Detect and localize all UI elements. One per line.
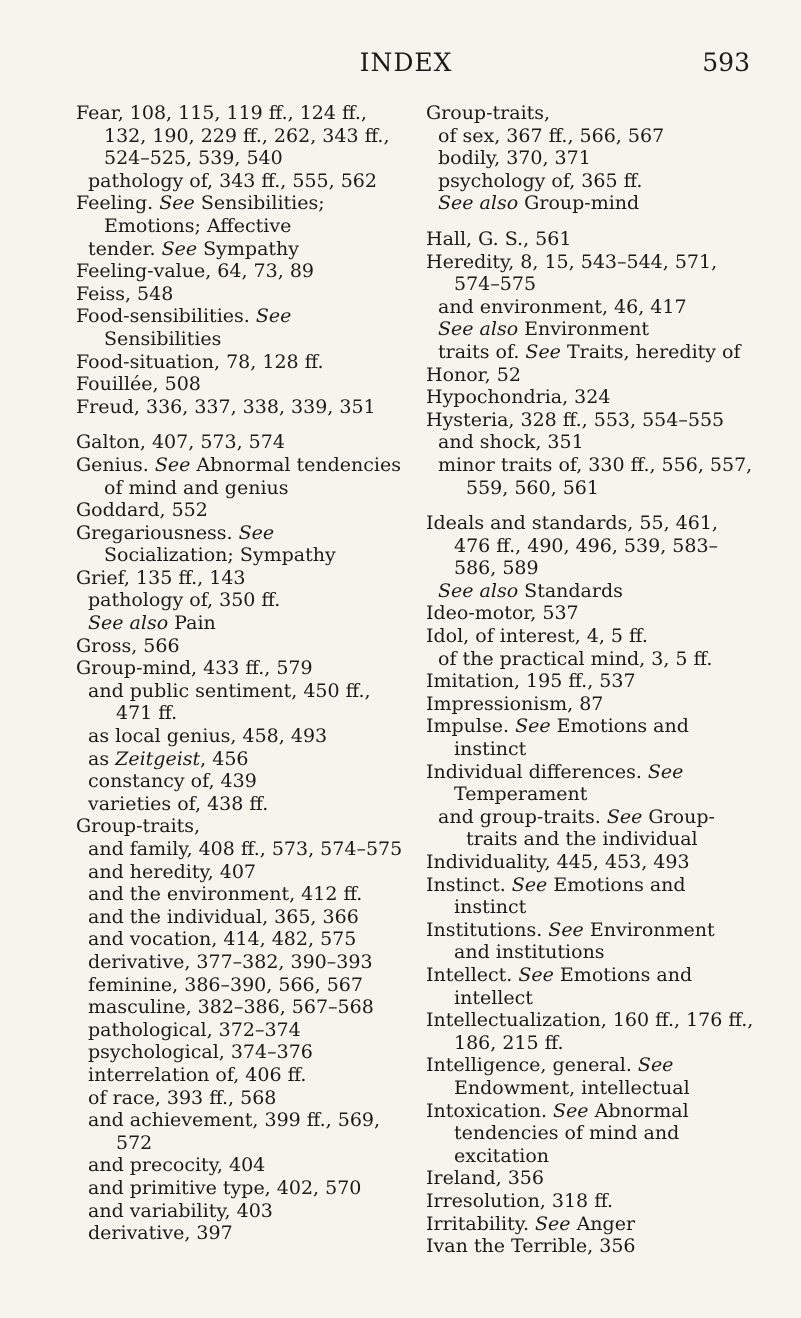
index-subentry: of sex, 367 ff., 566, 567 xyxy=(438,124,665,147)
index-subentry: See also Environment xyxy=(438,318,649,341)
index-subentry: and family, 408 ff., 573, 574–575 xyxy=(88,838,403,860)
index-entry: Ideals and standards, 55, 461, 476 ff., 490, 496, 539, 583–586, 589 xyxy=(426,512,719,580)
index-subentry: and primitive type, 402, 570 xyxy=(88,1176,362,1199)
index-entry: Intellectualization, 160 ff., 176 ff., 186, 215 ff. xyxy=(426,1009,754,1054)
index-entry: Intoxication. See Abnormal tendencies of mind and excitation xyxy=(426,1099,689,1167)
index-entry: Idol, of interest, 4, 5 ff. xyxy=(426,625,648,648)
section-gap xyxy=(426,499,756,512)
index-entry: Impulse. See Emotions and instinct xyxy=(426,715,689,761)
index-entry: Group-traits, xyxy=(426,102,551,124)
index-subentry: bodily, 370, 371 xyxy=(438,147,591,170)
index-entry: Group-mind, 433 ff., 579 xyxy=(76,657,313,680)
index-entry: Feiss, 548 xyxy=(76,282,174,305)
index-entry: Individual differences. See Temperament xyxy=(426,760,684,806)
index-subentry: and environment, 46, 417 xyxy=(438,295,687,318)
index-column-right xyxy=(426,102,756,1258)
index-subentry: and the individual, 365, 366 xyxy=(88,905,359,928)
index-subentry: psychology of, 365 ff. xyxy=(438,169,643,192)
index-entry: Galton, 407, 573, 574 xyxy=(76,431,285,454)
index-subentry: of the practical mind, 3, 5 ff. xyxy=(438,647,713,670)
index-subentry: derivative, 397 xyxy=(88,1222,233,1245)
index-column-left xyxy=(76,102,406,1245)
index-subentry: derivative, 377–382, 390–393 xyxy=(88,950,373,973)
index-subentry: and public sentiment, 450 ff., 471 ff. xyxy=(88,679,371,725)
index-entry: Feeling-value, 64, 73, 89 xyxy=(76,260,314,283)
index-entry: Genius. See Abnormal tendencies of mind and genius xyxy=(76,453,401,499)
index-subentry: feminine, 386–390, 566, 567 xyxy=(88,973,363,996)
index-subentry: and precocity, 404 xyxy=(88,1154,266,1177)
index-entry: Instinct. See Emotions and instinct xyxy=(426,873,686,919)
index-entry: Freud, 336, 337, 338, 339, 351 xyxy=(76,395,376,418)
index-entry: Irresolution, 318 ff. xyxy=(426,1189,614,1212)
index-subentry: and heredity, 407 xyxy=(88,860,257,883)
index-entry: Fouillée, 508 xyxy=(76,373,201,396)
index-subentry: minor traits of, 330 ff., 556, 557, 559, 560, 561 xyxy=(438,453,753,499)
index-entry: Gregariousness. See Socialization; Sympathy xyxy=(76,521,336,567)
index-entry: Food-sensibilities. See Sensibilities xyxy=(76,305,292,350)
index-entry: Goddard, 552 xyxy=(76,499,208,522)
index-entry: Ireland, 356 xyxy=(426,1167,544,1190)
index-subentry: See also Standards xyxy=(438,579,623,602)
index-entry: Heredity, 8, 15, 543–544, 571, 574–575 xyxy=(426,250,718,296)
index-entry: Fear, 108, 115, 119 ff., 124 ff., 132, 190, 229 ff., 262, 343 ff., 524–525, 539, 540 xyxy=(76,102,390,170)
index-subentry: See also Group-mind xyxy=(438,192,640,215)
index-subentry: interrelation of, 406 ff. xyxy=(88,1063,307,1086)
page-header xyxy=(62,44,750,88)
index-subentry: and group-traits. See Group-traits and the individual xyxy=(438,805,715,851)
index-subentry: and variability, 403 xyxy=(88,1199,273,1222)
index-entry: Hall, G. S., 561 xyxy=(426,227,572,250)
index-subentry: masculine, 382–386, 567–568 xyxy=(88,996,374,1019)
index-subentry: and shock, 351 xyxy=(438,431,584,454)
index-subentry: and achievement, 399 ff., 569, 572 xyxy=(88,1109,381,1154)
index-subentry: traits of. See Traits, heredity of xyxy=(438,340,741,363)
index-subentry: as Zeitgeist, 456 xyxy=(88,747,249,770)
index-entry: Hypochondria, 324 xyxy=(426,386,611,409)
section-gap xyxy=(426,215,756,228)
index-entry: Intelligence, general. See Endowment, intellectual xyxy=(426,1054,690,1099)
index-entry: Impressionism, 87 xyxy=(426,692,604,715)
index-entry: Ideo-motor, 537 xyxy=(426,602,579,625)
index-subentry: pathological, 372–374 xyxy=(88,1018,301,1041)
index-subentry: varieties of, 438 ff. xyxy=(88,792,269,815)
index-entry: Ivan the Terrible, 356 xyxy=(426,1235,636,1258)
page-number: 593 xyxy=(702,48,750,77)
index-subentry: pathology of, 350 ff. xyxy=(88,589,281,612)
index-entry: Food-situation, 78, 128 ff. xyxy=(76,350,324,373)
index-subentry: tender. See Sympathy xyxy=(88,237,300,260)
index-entry: Honor, 52 xyxy=(426,363,521,386)
index-entry: Gross, 566 xyxy=(76,634,180,657)
index-entry: Grief, 135 ff., 143 xyxy=(76,566,246,589)
page-title: INDEX xyxy=(359,48,453,77)
index-subentry: and the environment, 412 ff. xyxy=(88,883,363,906)
index-entry: Group-traits, xyxy=(76,815,201,838)
index-subentry: of race, 393 ff., 568 xyxy=(88,1086,277,1109)
index-subentry: pathology of, 343 ff., 555, 562 xyxy=(88,169,377,192)
index-subentry: constancy of, 439 xyxy=(88,770,257,793)
index-subentry: as local genius, 458, 493 xyxy=(88,725,328,748)
index-entry: Imitation, 195 ff., 537 xyxy=(426,670,636,693)
index-entry: Feeling. See Sensibilities; Emotions; Affective xyxy=(76,192,325,237)
index-entry: Intellect. See Emotions and intellect xyxy=(426,963,693,1009)
index-entry: Institutions. See Environment and institutions xyxy=(426,918,715,964)
index-entry: Individuality, 445, 453, 493 xyxy=(426,851,690,873)
index-entry: Hysteria, 328 ff., 553, 554–555 xyxy=(426,408,725,431)
index-subentry: and vocation, 414, 482, 575 xyxy=(88,928,357,951)
index-subentry: psychological, 374–376 xyxy=(88,1041,313,1064)
index-entry: Irritability. See Anger xyxy=(426,1212,636,1235)
section-gap xyxy=(76,418,406,431)
index-subentry: See also Pain xyxy=(88,612,216,635)
